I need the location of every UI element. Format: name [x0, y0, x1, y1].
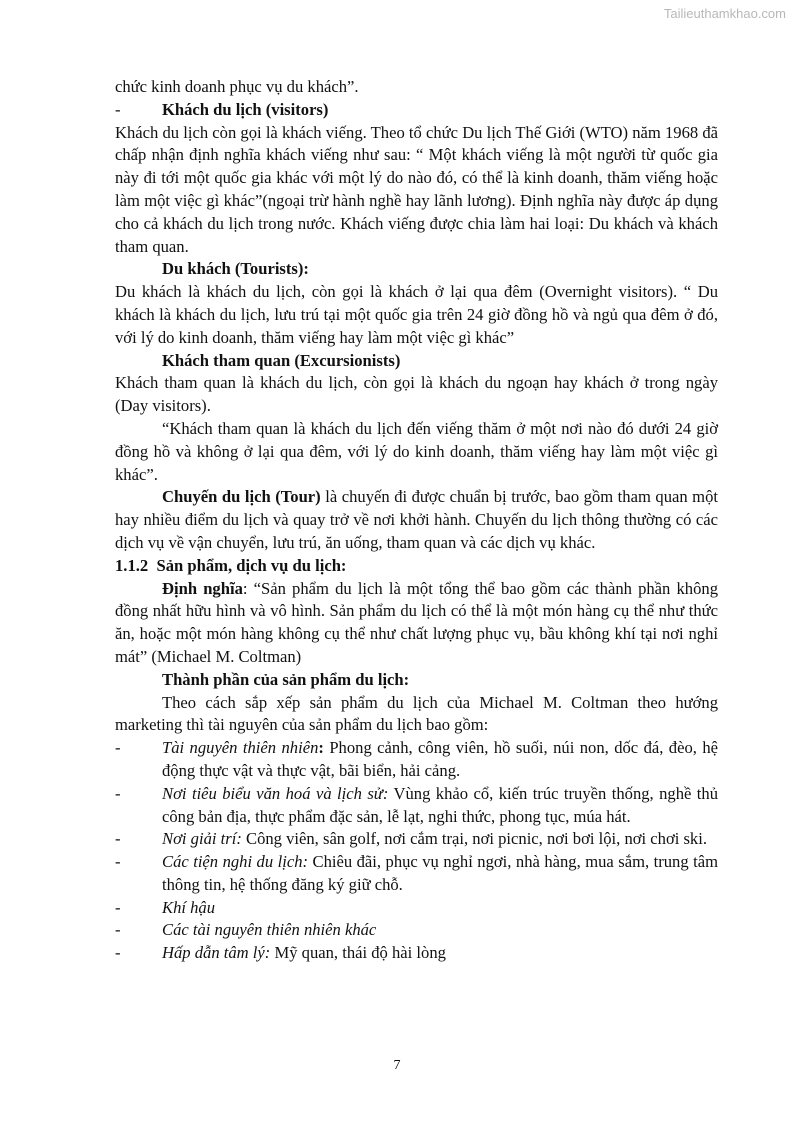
section-number: 1.1.2 [115, 555, 149, 575]
quote-excursionists: “Khách tham quan là khách du lịch đến viếng thăm ở một nơi nào đó dưới 24 giờ đồng hồ và không ở lại qua đêm, với lý do kinh doanh, thăm viếng hay làm một việc gì khác”. [115, 418, 718, 484]
heading-text: Du khách (Tourists): [162, 259, 309, 279]
list-dash: - [115, 783, 121, 803]
list-item [115, 897, 718, 920]
item-term: Nơi giải trí: [162, 829, 242, 849]
paragraph-tour [115, 486, 718, 554]
resource-list [115, 737, 718, 965]
page-number: 7 [393, 1058, 401, 1073]
item-text: Chiêu đãi, phục vụ nghỉ ngơi, nhà hàng, mua sắm, trung tâm thông tin, hệ thống đăng ký giữ chỗ. [162, 852, 718, 894]
item-text: Mỹ quan, thái độ hài lòng [270, 943, 446, 963]
item-text: Công viên, sân golf, nơi cắm trại, nơi picnic, nơi bơi lội, nơi chơi ski. [241, 829, 707, 849]
term-definition: Định nghĩa [162, 578, 243, 598]
list-dash: - [115, 829, 121, 849]
paragraph-definition [115, 578, 718, 669]
list-item [115, 851, 718, 897]
item-term: Nơi tiêu biểu văn hoá và lịch sử: [162, 783, 389, 803]
list-dash: - [115, 852, 121, 872]
list-item [115, 737, 718, 783]
list-dash: - [115, 99, 121, 119]
list-item [115, 783, 718, 829]
tour-text: là chuyến đi được chuẩn bị trước, bao gồm tham quan một hay nhiều điểm du lịch và quay trở về nơi khởi hành. Chuyến du lịch thông thường có các dịch vụ về vận chuyển, lưu trú, ăn uống, tham quan và các dịch vụ khác. [115, 487, 718, 552]
document-body [115, 76, 718, 965]
list-dash: - [115, 920, 121, 940]
definition-text: : “Sản phẩm du lịch là một tổng thể bao gồm các thành phần không đồng nhất hữu hình và vô hình. Sản phẩm du lịch có thể là một món hàng cụ thể như thức ăn, hoặc một món hàng không cụ thể như chất lượng phục vụ, bầu không khí tại nơi nghỉ mát” (Michael M. Coltman) [115, 578, 718, 666]
section-title: Sản phẩm, dịch vụ du lịch: [156, 555, 347, 575]
item-text: Vùng khảo cổ, kiến trúc truyền thống, nghề thủ công bản địa, thực phẩm đặc sản, lễ lạt, nghi thức, phong tục, múa hát. [162, 783, 718, 826]
list-dash: - [115, 738, 121, 758]
item-term: Hấp dẫn tâm lý: [162, 943, 271, 963]
heading-text: Thành phần của sản phẩm du lịch: [162, 669, 410, 689]
list-dash: - [115, 943, 121, 963]
heading-excursionists [115, 350, 718, 373]
item-term: Các tiện nghi du lịch: [162, 852, 309, 872]
watermark: Tailieuthamkhao.com [663, 6, 786, 21]
term-tour: Chuyến du lịch (Tour) [162, 487, 321, 507]
list-dash: - [115, 897, 121, 917]
item-term: Khí hậu [162, 897, 216, 917]
list-item [115, 942, 718, 965]
list-item [115, 919, 718, 942]
paragraph-continuation: chức kinh doanh phục vụ du khách”. [115, 77, 359, 96]
paragraph-tourists: Du khách là khách du lịch, còn gọi là khách ở lại qua đêm (Overnight visitors). “ Du khách là khách du lịch, lưu trú tại một quốc gia trên 24 giờ đồng hồ và ngủ qua đêm ở đó, với lý do kinh doanh, thăm viếng hay làm một việc gì khác” [115, 282, 718, 347]
section-heading [115, 555, 718, 578]
paragraph-excursionists: Khách tham quan là khách du lịch, còn gọi là khách du ngoạn hay khách ở trong ngày (Day visitors). [115, 373, 718, 416]
item-term: Các tài nguyên thiên nhiên khác [162, 920, 377, 940]
heading-tourists [115, 258, 718, 281]
paragraph-visitors: Khách du lịch còn gọi là khách viếng. Theo tổ chức Du lịch Thế Giới (WTO) năm 1968 đã chấp nhận định nghĩa khách viếng như sau: “ Một khách viếng là một người từ quốc gia này đi tới một quốc gia khác với một lý do nào đó, có thể là kinh doanh, thăm viếng hoặc làm một việc gì khác”(ngoại trừ hành nghề hay lãnh lương). Định nghĩa này được áp dụng cho cả khách du lịch trong nước. Khách viếng được chia làm hai loại: Du khách và khách tham quan. [115, 122, 718, 256]
paragraph-components-intro: Theo cách sắp xếp sản phẩm du lịch của Michael M. Coltman theo hướng marketing thì tài nguyên của sản phẩm du lịch bao gồm: [115, 692, 718, 735]
heading-text: Khách tham quan (Excursionists) [162, 350, 401, 370]
heading-visitors [115, 99, 718, 122]
item-separator: : [318, 738, 324, 758]
list-item [115, 828, 718, 851]
heading-text: Khách du lịch (visitors) [162, 99, 329, 119]
heading-components [115, 669, 718, 692]
item-text: Phong cảnh, công viên, hồ suối, núi non, dốc đá, đèo, hệ động thực vật và thực vật, bãi biển, hải cảng. [162, 738, 718, 780]
item-term: Tài nguyên thiên nhiên [162, 738, 319, 758]
